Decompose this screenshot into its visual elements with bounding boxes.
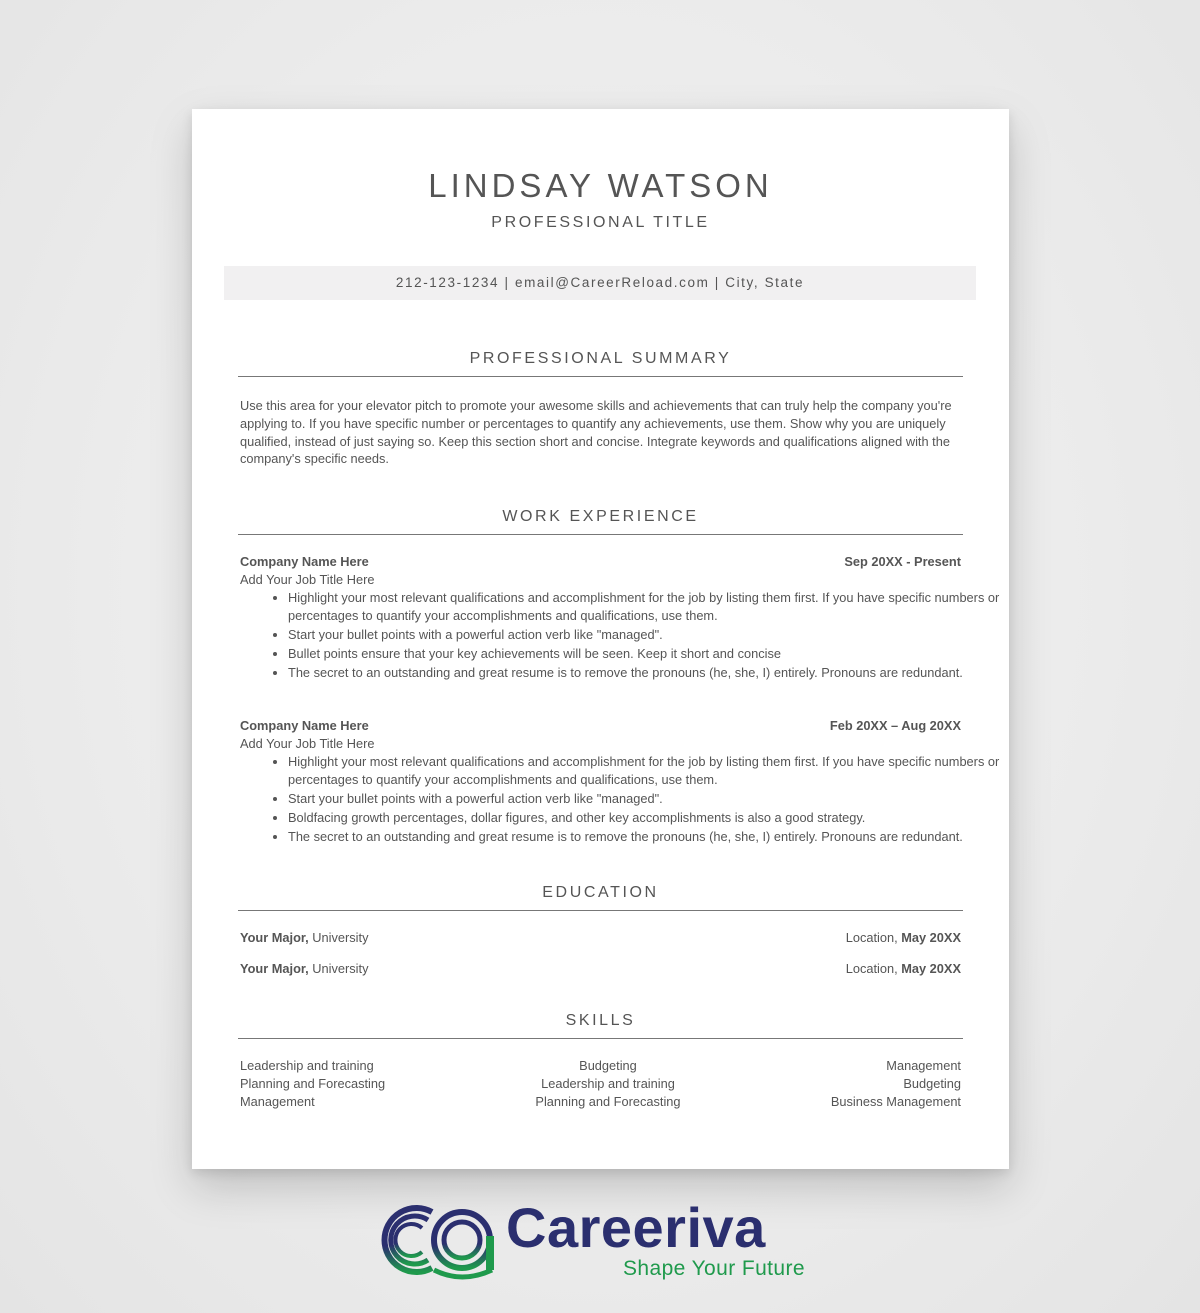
bullet-item: • Bullet points ensure that your key achievements will be seen. Keep it short and concise (288, 645, 1012, 663)
company-name: Company Name Here (240, 718, 369, 733)
summary-heading: PROFESSIONAL SUMMARY (238, 350, 963, 377)
skills-column (535, 1057, 680, 1111)
job-header (240, 554, 961, 569)
job-header (240, 718, 961, 733)
skill-item: Budgeting (579, 1058, 637, 1073)
job-title: Add Your Job Title Here (240, 572, 375, 587)
contact-bar: 212-123-1234 | email@CareerReload.com | City, State (224, 266, 976, 300)
company-name: Company Name Here (240, 554, 369, 569)
resume-page (192, 109, 1009, 1169)
brand-name: Careeriva (506, 1196, 766, 1259)
skill-item: Management (240, 1094, 315, 1109)
education-entry (240, 961, 961, 976)
skills-column (240, 1057, 385, 1111)
education-major: Your Major, (240, 930, 309, 945)
bullet-item: • Highlight your most relevant qualifications and accomplishment for the job by listing them first. If you have specific numbers or percentages to quantify your accomplishments and qualifications, use them. (288, 753, 1012, 789)
skills-grid (240, 1057, 961, 1111)
education-heading: EDUCATION (238, 884, 963, 911)
skills-column (831, 1057, 961, 1111)
summary-text: Use this area for your elevator pitch to promote your awesome skills and achievements that can truly help the company you're applying to. If you have specific number or percentages to quantify any achievements, use them. Show why you are uniquely qualified, instead of just saying so. Keep this section short and concise. Integrate keywords and qualifications aligned with the company's specific needs. (240, 398, 952, 467)
professional-title: PROFESSIONAL TITLE (491, 214, 710, 231)
skill-item: Business Management (830, 1094, 961, 1109)
candidate-name: LINDSAY WATSON (428, 167, 773, 204)
job-dates: Sep 20XX - Present (844, 554, 961, 569)
education-school: University (308, 930, 369, 945)
bullet-item: • The secret to an outstanding and great resume is to remove the pronouns (he, she, I) entirely. Pronouns are redundant. (288, 828, 1012, 846)
bullet-item: • Start your bullet points with a powerful action verb like "managed". (288, 790, 1012, 808)
education-date: May 20XX (901, 930, 961, 945)
job-dates: Feb 20XX – Aug 20XX (829, 718, 961, 733)
skills-heading: SKILLS (238, 1012, 963, 1039)
bullet-item: • Highlight your most relevant qualifications and accomplishment for the job by listing them first. If you have specific numbers or percentages to quantify your accomplishments and qualifications, use them. (288, 589, 1012, 625)
education-date: May 20XX (901, 961, 961, 976)
skill-item: Planning and Forecasting (535, 1094, 681, 1109)
bullet-item: • Start your bullet points with a powerful action verb like "managed". (288, 626, 1012, 644)
skill-item: Planning and Forecasting (240, 1076, 386, 1091)
education-entry (240, 930, 961, 945)
brand-tagline: Shape Your Future (623, 1257, 805, 1280)
job-title: Add Your Job Title Here (240, 736, 375, 751)
job-bullets (240, 589, 1012, 683)
education-location: Location, (845, 961, 902, 976)
skill-item: Budgeting (903, 1076, 961, 1091)
skill-item: Leadership and training (240, 1058, 374, 1073)
experience-heading: WORK EXPERIENCE (238, 508, 963, 535)
bullet-item: • Boldfacing growth percentages, dollar figures, and other key accomplishments is also a good strategy. (288, 809, 1012, 827)
education-major: Your Major, (240, 961, 309, 976)
education-location: Location, (845, 930, 902, 945)
education-school: University (308, 961, 369, 976)
skill-item: Management (886, 1058, 961, 1073)
job-bullets (240, 753, 1012, 847)
skill-item: Leadership and training (541, 1076, 675, 1091)
bullet-item: • The secret to an outstanding and great resume is to remove the pronouns (he, she, I) entirely. Pronouns are redundant. (288, 664, 1012, 682)
careeriva-logo-icon (374, 1198, 498, 1284)
